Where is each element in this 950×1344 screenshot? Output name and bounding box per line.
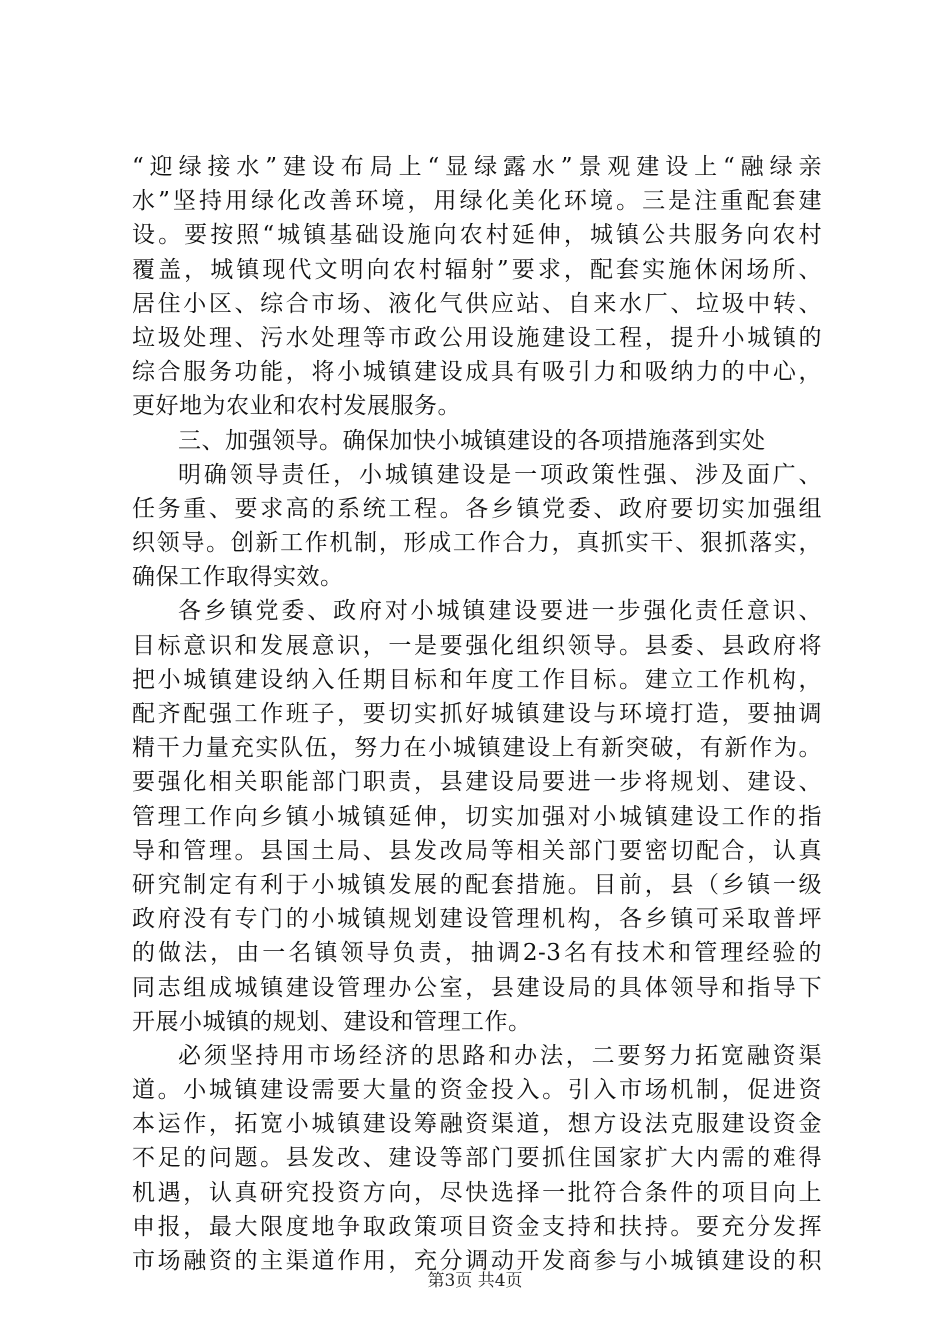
- text-line: 各乡镇党委、政府对小城镇建设要进一步强化责任意识、: [178, 598, 822, 625]
- text-line: 开展小城镇的规划、建设和管理工作。: [132, 1008, 532, 1035]
- text-line: “迎绿接水”建设布局上“显绿露水”景观建设上“融绿亲: [132, 154, 822, 180]
- text-line: 不足的问题。县发改、建设等部门要抓住国家扩大内需的难得: [132, 1145, 822, 1172]
- text-line: 本运作，拓宽小城镇建设筹融资渠道，想方设法克服建设资金: [132, 1111, 822, 1138]
- text-line: 明确领导责任，小城镇建设是一项政策性强、涉及面广、: [178, 461, 822, 488]
- text-line: 机遇，认真研究投资方向，尽快选择一批符合条件的项目向上: [132, 1179, 822, 1206]
- text-line: 的做法，由一名镇领导负责，抽调2-3名有技术和管理经验的: [132, 940, 822, 967]
- text-line: 研究制定有利于小城镇发展的配套措施。目前，县（乡镇一级: [132, 871, 822, 898]
- text-line: 任务重、要求高的系统工程。各乡镇党委、政府要切实加强组: [132, 495, 822, 522]
- text-line: 垃圾处理、污水处理等市政公用设施建设工程，提升小城镇的: [132, 324, 822, 351]
- text-line: 市场融资的主渠道作用，充分调动开发商参与小城镇建设的积: [132, 1248, 822, 1274]
- text-line: 设。要按照“城镇基础设施向农村延伸，城镇公共服务向农村: [132, 222, 822, 249]
- text-line: 精干力量充实队伍，努力在小城镇建设上有新突破，有新作为。: [132, 735, 822, 762]
- text-line: 必须坚持用市场经济的思路和办法，二要努力拓宽融资渠: [178, 1042, 822, 1069]
- text-line: 配齐配强工作班子，要切实抓好城镇建设与环境打造，要抽调: [132, 701, 822, 727]
- text-line: 把小城镇建设纳入任期目标和年度工作目标。建立工作机构，: [132, 666, 822, 693]
- text-line: 水”坚持用绿化改善环境，用绿化美化环境。三是注重配套建: [132, 188, 822, 215]
- document-body: [132, 150, 822, 1278]
- text-line: 要强化相关职能部门职责，县建设局要进一步将规划、建设、: [132, 769, 822, 796]
- text-line: 道。小城镇建设需要大量的资金投入。引入市场机制，促进资: [132, 1077, 822, 1104]
- text-line: 织领导。创新工作机制，形成工作合力，真抓实干、狠抓落实，: [132, 530, 822, 557]
- text-line: 更好地为农业和农村发展服务。: [132, 393, 461, 420]
- text-line: 申报，最大限度地争取政策项目资金支持和扶持。要充分发挥: [132, 1213, 822, 1240]
- text-line: 综合服务功能，将小城镇建设成具有吸引力和吸纳力的中心，: [132, 359, 822, 386]
- text-line: 确保工作取得实效。: [132, 564, 344, 591]
- text-line: 居住小区、综合市场、液化气供应站、自来水厂、垃圾中转、: [132, 290, 822, 317]
- text-line: 同志组成城镇建设管理办公室，县建设局的具体领导和指导下: [132, 974, 822, 1001]
- text-line: 三、加强领导。确保加快小城镇建设的各项措施落到实处: [178, 427, 766, 454]
- text-line: 覆盖，城镇现代文明向农村辐射”要求，配套实施休闲场所、: [132, 256, 822, 283]
- text-line: 政府没有专门的小城镇规划建设管理机构，各乡镇可采取普坪: [132, 906, 822, 933]
- text-line: 目标意识和发展意识，一是要强化组织领导。县委、县政府将: [132, 632, 822, 659]
- text-line: 导和管理。县国土局、县发改局等相关部门要密切配合，认真: [132, 837, 822, 864]
- text-line: 管理工作向乡镇小城镇延伸，切实加强对小城镇建设工作的指: [132, 803, 822, 830]
- page-footer: 第3页 共4页: [427, 1271, 523, 1291]
